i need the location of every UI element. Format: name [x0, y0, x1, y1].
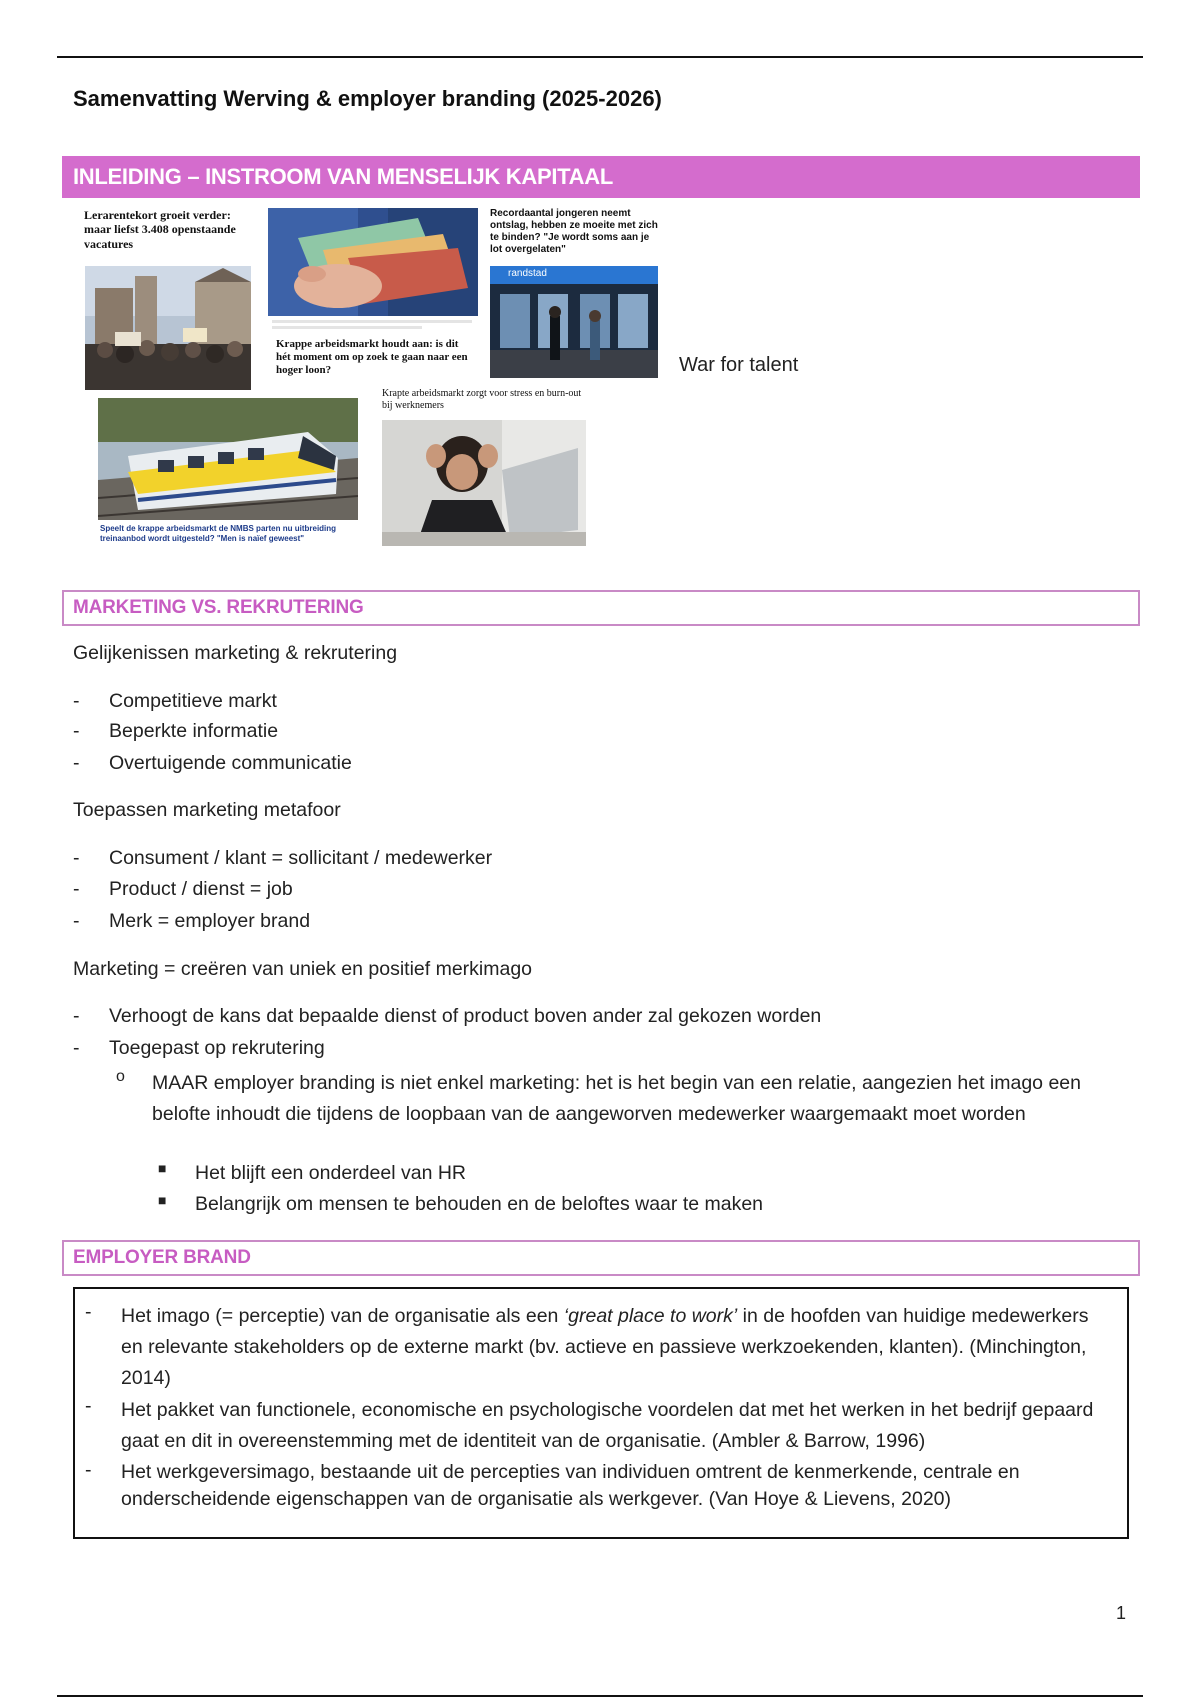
- list-dash: -: [73, 690, 80, 712]
- similarities-intro: Gelijkenissen marketing & rekrutering: [73, 642, 398, 664]
- document-title: Samenvatting Werving & employer branding (2025-2026): [73, 86, 662, 111]
- clipping-higher-wage-headline: Krappe arbeidsmarkt houdt aan: is dit hét moment om op zoek te gaan naar een hoger loon?: [276, 338, 468, 377]
- list-item: Consument / klant = sollicitant / medewerker: [109, 847, 493, 869]
- clipping-stress-burnout: [380, 388, 590, 558]
- list-item: Competitieve markt: [109, 690, 277, 712]
- list-dash: -: [73, 878, 80, 900]
- list-item: Verhoogt de kans dat bepaalde dienst of product boven ander zal gekozen worden: [109, 1005, 822, 1027]
- sub-sub-bullet: ■: [158, 1192, 167, 1208]
- train-photo: [98, 398, 358, 520]
- burnout-photo: [382, 420, 586, 546]
- list-dash: -: [73, 847, 80, 869]
- list-dash: -: [73, 752, 80, 774]
- sub-sub-bullet: ■: [158, 1160, 167, 1176]
- randstad-logo-text: randstad: [508, 268, 547, 279]
- list-item: Toegepast op rekrutering: [109, 1037, 325, 1059]
- list-item: Merk = employer brand: [109, 910, 311, 932]
- sub-point: MAAR employer branding is niet enkel marketing: het is het begin van een relatie, aangezien het imago een belofte inhoudt die tijdens de loopbaan van de aangeworven medewerker waargemaakt moet worden: [152, 1072, 1081, 1125]
- marketing-section-heading: MARKETING VS. REKRUTERING: [62, 590, 1140, 626]
- definition-minchington: Het imago (= perceptie) van de organisatie als een ‘great place to work’ in de hoofden van huidige medewerkers en relevante stakeholders op de externe markt (bv. actieve en passieve werkzoekenden, klanten). (Minchington, 2014): [121, 1305, 1089, 1389]
- news-clippings-collage: [80, 204, 670, 560]
- list-item: Beperkte informatie: [109, 720, 279, 742]
- list-dash: -: [73, 1037, 80, 1059]
- list-item: Product / dienst = job: [109, 878, 293, 900]
- list-item: Het blijft een onderdeel van HR: [195, 1162, 466, 1184]
- clipping-nmbs-train: [98, 398, 360, 558]
- list-dash: -: [73, 910, 80, 932]
- clipping-youth-headline: Recordaantal jongeren neemt ontslag, hebben ze moeite met zich te binden? "Je wordt soms aan je lot overgelaten": [490, 208, 658, 255]
- employer-brand-section-heading: EMPLOYER BRAND: [62, 1240, 1140, 1276]
- clipping-teacher-headline: Lerarentekort groeit verder: maar liefst 3.408 openstaande vacatures: [84, 208, 236, 251]
- marketing-definition: Marketing = creëren van uniek en positief merkimago: [73, 958, 533, 980]
- list-dash: -: [73, 720, 80, 742]
- definition-van-hoye-lievens: Het werkgeversimago, bestaande uit de percepties van individuen omtrent de kenmerkende, centrale en onderscheidende eigenschappen van de organisatie als werkgever. (Van Hoye & Lievens, 2020): [121, 1461, 1020, 1510]
- photo-credit-line: [272, 320, 472, 323]
- randstad-office-photo: [490, 266, 658, 378]
- clipping-stress-headline: Krapte arbeidsmarkt zorgt voor stress en burn-out bij werknemers: [382, 388, 582, 411]
- clipping-youth-resignation: [488, 208, 660, 384]
- employer-brand-definitions-box: [73, 1287, 1129, 1539]
- list-item: Overtuigende communicatie: [109, 752, 352, 774]
- bottom-rule: [57, 1695, 1143, 1697]
- list-item: Belangrijk om mensen te behouden en de beloftes waar te maken: [195, 1193, 764, 1215]
- page-number: 1: [1116, 1603, 1127, 1623]
- list-dash: -: [73, 1005, 80, 1027]
- protest-photo: [85, 266, 251, 390]
- sub-bullet-circle: o: [116, 1068, 125, 1085]
- war-for-talent-label: War for talent: [679, 354, 799, 376]
- intro-section-banner: INLEIDING – INSTROOM VAN MENSELIJK KAPITAAL: [62, 156, 1140, 198]
- clipping-higher-wage: [268, 208, 480, 384]
- money-photo: [268, 208, 478, 316]
- list-dash: -: [85, 1395, 92, 1417]
- list-dash: -: [85, 1459, 92, 1481]
- clipping-nmbs-headline: Speelt de krappe arbeidsmarkt de NMBS parten nu uitbreiding treinaanbod wordt uitgesteld? "Men is naïef geweest": [100, 524, 337, 543]
- list-dash: -: [85, 1301, 92, 1323]
- definition-ambler-barrow: Het pakket van functionele, economische en psychologische voordelen dat met het werken in het bedrijf gepaard gaat en dit in overeenstemming met de identiteit van de organisatie. (Ambler & Barrow, 1996): [121, 1399, 1094, 1452]
- metaphor-intro: Toepassen marketing metafoor: [73, 799, 341, 821]
- top-rule: [57, 56, 1143, 58]
- photo-credit-line: [272, 326, 422, 329]
- clipping-teacher-shortage: [80, 208, 256, 396]
